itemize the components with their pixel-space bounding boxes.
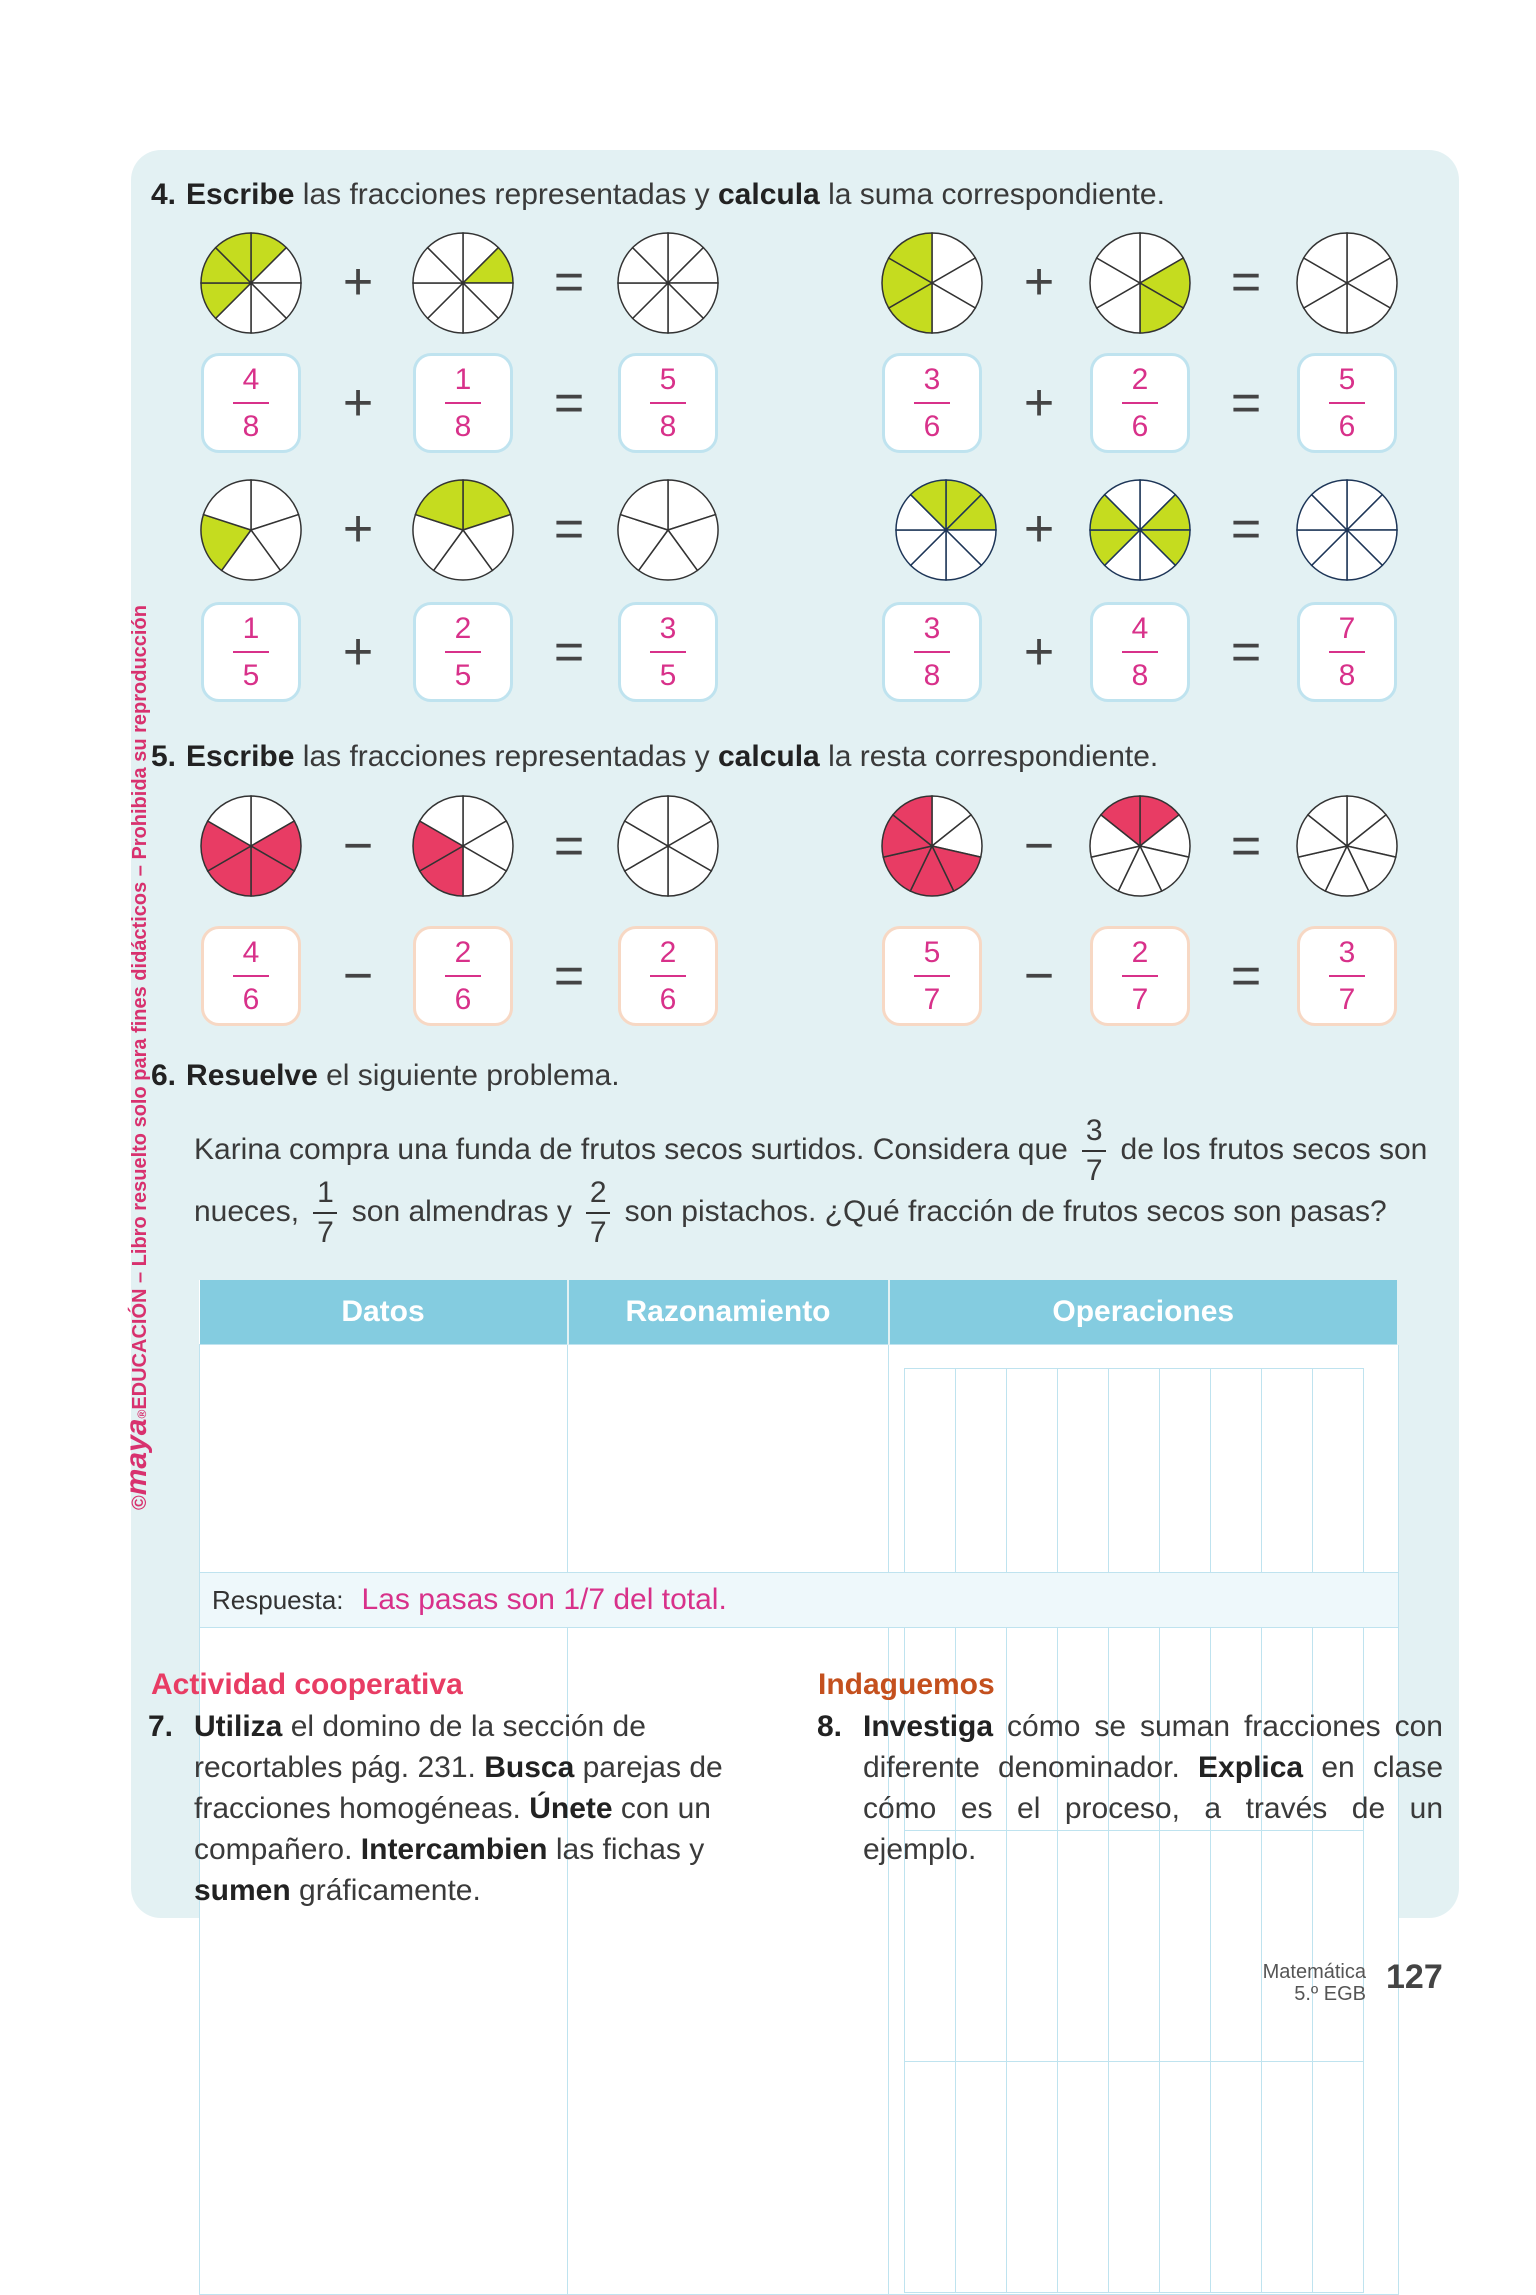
- plus-sign: +: [342, 253, 374, 311]
- pie-3-6: [882, 233, 982, 333]
- denominator: 8: [923, 658, 941, 692]
- question-6: 6. Resuelve el siguiente problema.: [151, 1059, 620, 1092]
- coop-paragraph: 7. Utiliza el domino de la sección de recortables pág. 231. Busca parejas de fracciones homogéneas. Únete con un compañero. Intercambien las fichas y sumen gráficamente.: [148, 1710, 723, 1907]
- col-datos: Datos: [200, 1280, 568, 1345]
- numerator: 7: [1338, 611, 1356, 645]
- pie-empty-5: [618, 480, 718, 580]
- fraction-box-a[interactable]: [882, 353, 982, 453]
- numerator: 5: [659, 362, 677, 396]
- page-number: 127: [1386, 1958, 1443, 1996]
- denominator: 7: [1131, 982, 1149, 1016]
- fraction-box-a[interactable]: [882, 926, 982, 1026]
- numerator: 3: [923, 362, 941, 396]
- denominator: 8: [659, 409, 677, 443]
- side-copyright: ©maya®EDUCACIÓN – Libro resuelto solo para fines didácticos – Prohibida su reproducción: [120, 605, 153, 1510]
- answer-row: [199, 1572, 1399, 1628]
- grid-cell[interactable]: [1109, 1369, 1160, 1600]
- col-operaciones: Operaciones: [889, 1280, 1399, 1345]
- operator-sign: +: [342, 374, 374, 432]
- grid-cell[interactable]: [1058, 1369, 1109, 1600]
- denominator: 6: [923, 409, 941, 443]
- numerator: 4: [1131, 611, 1149, 645]
- operator-sign: +: [1023, 623, 1055, 681]
- pie-empty-8b: [1297, 480, 1397, 580]
- denominator: 5: [659, 658, 677, 692]
- equals-sign: =: [553, 817, 585, 875]
- numerator: 3: [659, 611, 677, 645]
- fraction-box-result[interactable]: [1297, 602, 1397, 702]
- fraction-box-result[interactable]: [618, 602, 718, 702]
- pie-2-6: [1090, 233, 1190, 333]
- operator-sign: −: [1023, 947, 1055, 1005]
- pie-red-2-6: [413, 796, 513, 896]
- coop-header: Actividad cooperativa: [151, 1668, 463, 1701]
- equals-sign: =: [1230, 253, 1262, 311]
- pie-empty-7: [1297, 796, 1397, 896]
- denominator: 6: [1131, 409, 1149, 443]
- numerator: 3: [1338, 935, 1356, 969]
- fraction-2-7: $\frac{2}{7}$: [586, 1178, 610, 1248]
- footer-subject: Matemática 5.º EGB: [1262, 1961, 1366, 2005]
- fraction-box-a[interactable]: [882, 602, 982, 702]
- denominator: 8: [242, 409, 260, 443]
- numerator: 2: [1131, 935, 1149, 969]
- question-4: 4. Escribe las fracciones representadas y calcula la suma correspondiente.: [151, 178, 1165, 211]
- denominator: 5: [242, 658, 260, 692]
- plus-sign: +: [1023, 253, 1055, 311]
- question-5: 5. Escribe las fracciones representadas y calcula la resta correspondiente.: [151, 740, 1159, 773]
- numerator: 5: [1338, 362, 1356, 396]
- numerator: 4: [242, 362, 260, 396]
- operator-sign: +: [342, 623, 374, 681]
- numerator: 2: [1131, 362, 1149, 396]
- denominator: 8: [454, 409, 472, 443]
- plus-sign: +: [342, 500, 374, 558]
- equals-sign: =: [1230, 374, 1262, 432]
- grid-cell[interactable]: [905, 1369, 956, 1600]
- fraction-box-a[interactable]: [201, 926, 301, 1026]
- fraction-box-b[interactable]: [1090, 353, 1190, 453]
- fraction-1-7: $\frac{1}{7}$: [313, 1178, 337, 1248]
- numerator: 4: [242, 935, 260, 969]
- pie-empty-6: [1297, 233, 1397, 333]
- denominator: 7: [923, 982, 941, 1016]
- denominator: 8: [1338, 658, 1356, 692]
- problem-line-1: Karina compra una funda de frutos secos surtidos. Considera que $\frac{3}{7}$ de los frutos secos son: [194, 1114, 1428, 1187]
- equals-sign: =: [1230, 500, 1262, 558]
- grid-cell[interactable]: [1313, 1369, 1364, 1600]
- fraction-box-a[interactable]: [201, 353, 301, 453]
- fraction-box-a[interactable]: [201, 602, 301, 702]
- pie-red-5-7: [882, 796, 982, 896]
- pie-2-5: [413, 480, 513, 580]
- equals-sign: =: [1230, 623, 1262, 681]
- fraction-box-b[interactable]: [1090, 926, 1190, 1026]
- grid-cell[interactable]: [1007, 2062, 1058, 2293]
- grid-cell[interactable]: [1058, 2062, 1109, 2293]
- fraction-3-7: $\frac{3}{7}$: [1082, 1116, 1106, 1186]
- answer-value[interactable]: Las pasas son 1/7 del total.: [361, 1583, 727, 1616]
- pie-4-8b: [1090, 480, 1190, 580]
- operator-sign: +: [1023, 374, 1055, 432]
- pie-red-4-6: [201, 796, 301, 896]
- equals-sign: =: [553, 253, 585, 311]
- equals-sign: =: [1230, 817, 1262, 875]
- pie-red-2-7: [1090, 796, 1190, 896]
- denominator: 8: [1131, 658, 1149, 692]
- grid-cell[interactable]: [905, 2062, 956, 2293]
- equals-sign: =: [553, 500, 585, 558]
- grid-cell[interactable]: [956, 2062, 1007, 2293]
- denominator: 5: [454, 658, 472, 692]
- problem-line-2: nueces, $\frac{1}{7}$ son almendras y $\frac{2}{7}$ son pistachos. ¿Qué fracción de frutos secos son pasas?: [194, 1176, 1387, 1249]
- pie-1-8: [413, 233, 513, 333]
- equals-sign: =: [553, 947, 585, 1005]
- fraction-box-b[interactable]: [413, 602, 513, 702]
- grid-cell[interactable]: [1160, 2062, 1211, 2293]
- denominator: 6: [242, 982, 260, 1016]
- grid-cell[interactable]: [1160, 1369, 1211, 1600]
- minus-sign: −: [1023, 817, 1055, 875]
- pie-3-8: [896, 480, 996, 580]
- grid-cell[interactable]: [1007, 1369, 1058, 1600]
- denominator: 6: [1338, 409, 1356, 443]
- pie-1-5: [201, 480, 301, 580]
- denominator: 7: [1338, 982, 1356, 1016]
- fraction-box-result[interactable]: [618, 353, 718, 453]
- pie-4-8: [201, 233, 301, 333]
- denominator: 6: [659, 982, 677, 1016]
- grid-cell[interactable]: [1211, 2062, 1262, 2293]
- col-razonamiento: Razonamiento: [568, 1280, 889, 1345]
- answer-label: Respuesta:: [212, 1585, 344, 1615]
- fraction-box-result[interactable]: [1297, 926, 1397, 1026]
- fraction-box-b[interactable]: [413, 353, 513, 453]
- indaguemos-paragraph: 8. Investiga cómo se suman fracciones con diferente denominador. Explica en clase cómo es el proceso, a través de un ejemplo.: [817, 1710, 1443, 1866]
- equals-sign: =: [553, 374, 585, 432]
- numerator: 3: [923, 611, 941, 645]
- numerator: 1: [242, 611, 260, 645]
- numerator: 1: [454, 362, 472, 396]
- numerator: 2: [454, 935, 472, 969]
- pie-empty-6b: [618, 796, 718, 896]
- grid-cell[interactable]: [1262, 2062, 1313, 2293]
- grid-cell[interactable]: [1313, 2062, 1364, 2293]
- operator-sign: −: [342, 947, 374, 1005]
- indaguemos-header: Indaguemos: [818, 1668, 995, 1701]
- fraction-box-b[interactable]: [1090, 602, 1190, 702]
- grid-cell[interactable]: [1262, 1369, 1313, 1600]
- brand-logo: maya: [120, 1418, 153, 1496]
- fraction-box-b[interactable]: [413, 926, 513, 1026]
- fraction-box-result[interactable]: [618, 926, 718, 1026]
- numerator: 2: [454, 611, 472, 645]
- equals-sign: =: [1230, 947, 1262, 1005]
- denominator: 6: [454, 982, 472, 1016]
- equals-sign: =: [553, 623, 585, 681]
- grid-cell[interactable]: [1211, 1369, 1262, 1600]
- numerator: 2: [659, 935, 677, 969]
- numerator: 5: [923, 935, 941, 969]
- grid-cell[interactable]: [1109, 2062, 1160, 2293]
- plus-sign: +: [1023, 500, 1055, 558]
- pie-empty-8: [618, 233, 718, 333]
- fraction-box-result[interactable]: [1297, 353, 1397, 453]
- minus-sign: −: [342, 817, 374, 875]
- grid-cell[interactable]: [956, 1369, 1007, 1600]
